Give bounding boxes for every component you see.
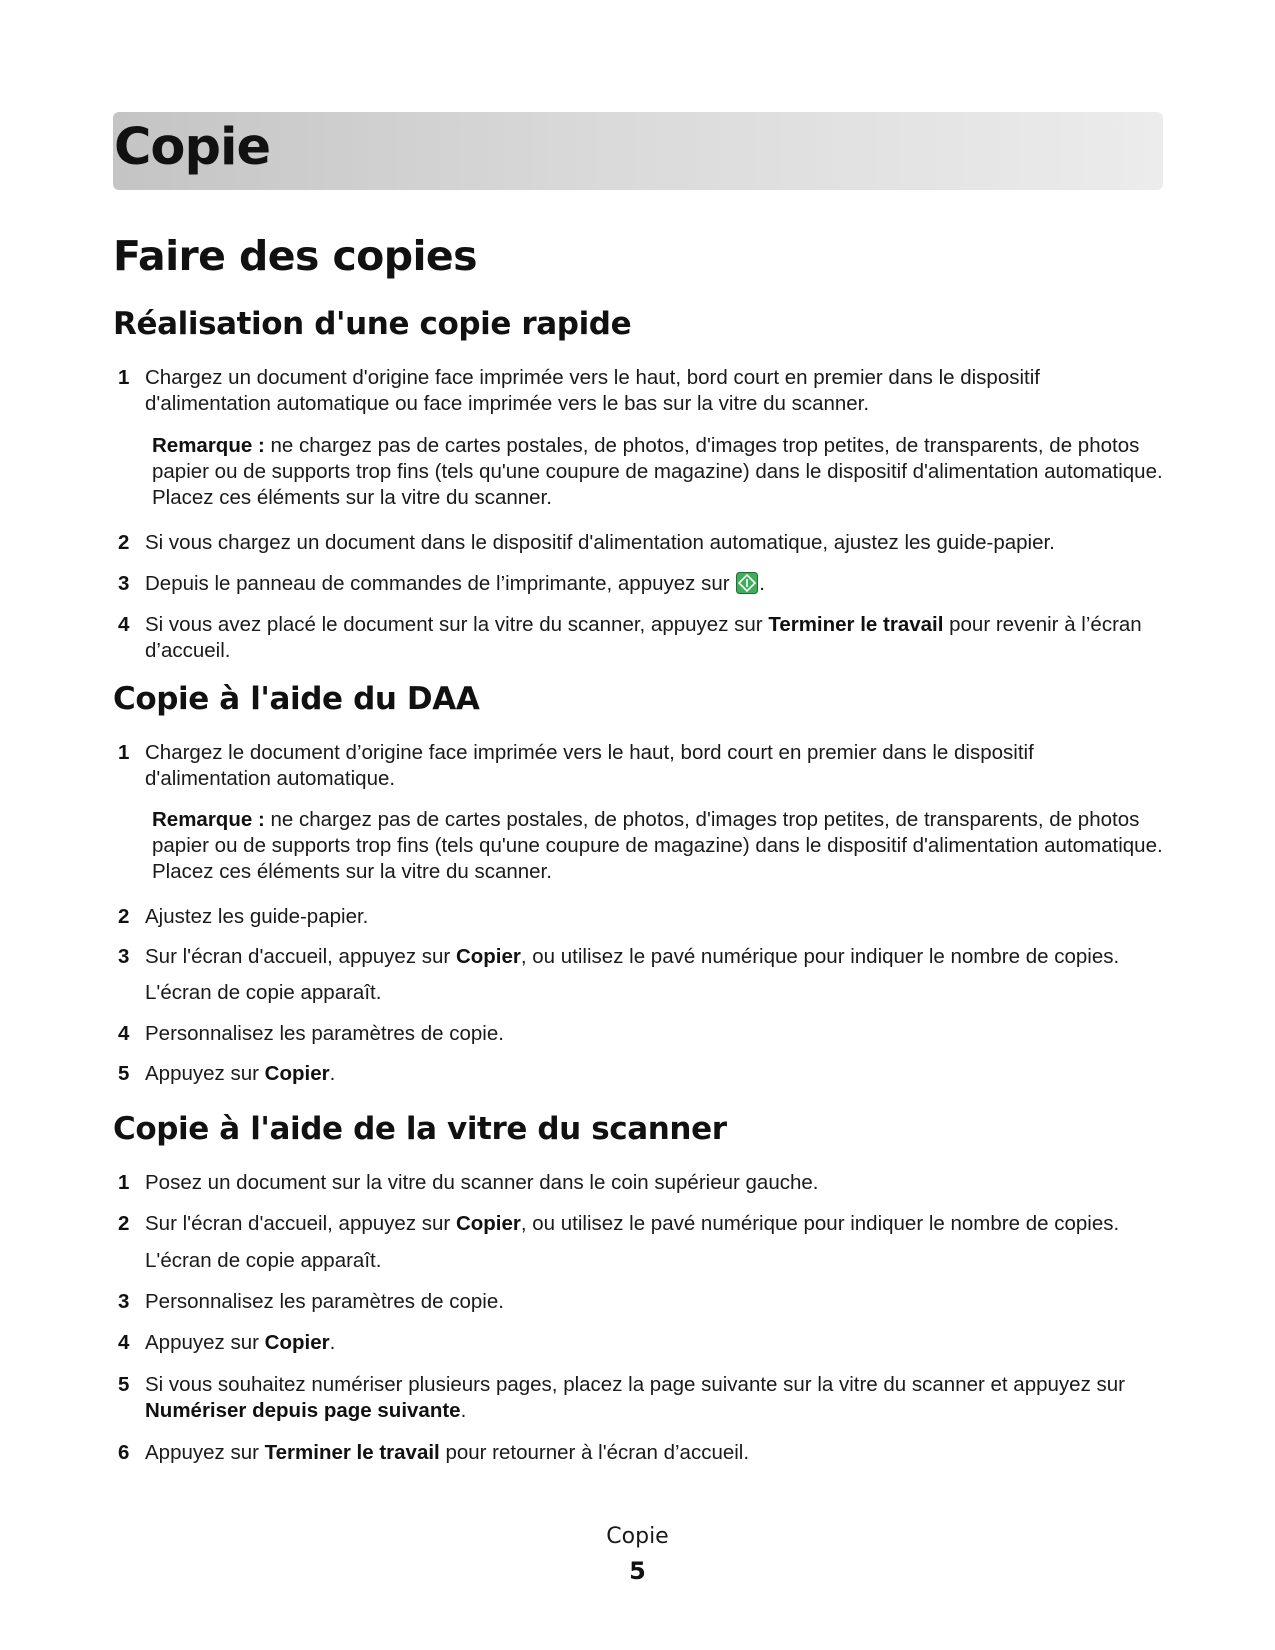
step-number: 3 [118, 1290, 130, 1313]
note-text: ne chargez pas de cartes postales, de photos, d'images trop petites, de transparents, de photos papier ou de supports trop fins (tels qu'une coupure de magazine) dans le dispositif d'alimentation automatique. Placez ces éléments sur la vitre du scanner. [152, 808, 1163, 883]
note-label: Remarque : [152, 434, 265, 457]
step-number: 6 [118, 1441, 130, 1464]
step-text: Sur l'écran d'accueil, appuyez sur Copier, ou utilisez le pavé numérique pour indiquer le nombre de copies. [145, 1212, 1120, 1235]
adf-copy-screen-text: L'écran de copie apparaît. [145, 981, 382, 1004]
section-title: Faire des copies [113, 232, 477, 280]
step-number: 4 [118, 613, 130, 636]
footer-chapter-title: Copie [606, 1524, 669, 1549]
step-number: 3 [118, 945, 130, 968]
step-number: 4 [118, 1331, 130, 1354]
quick-copy-note [152, 433, 1167, 511]
step-text: Si vous avez placé le document sur la vitre du scanner, appuyez sur Terminer le travail pour revenir à l’écran d’accueil. [145, 613, 1142, 662]
glass-copy-screen-text: L'écran de copie apparaît. [145, 1249, 382, 1272]
step-text: Si vous chargez un document dans le dispositif d'alimentation automatique, ajustez les guide-papier. [145, 531, 1055, 554]
step-text: Appuyez sur Copier. [145, 1062, 336, 1085]
step-number: 4 [118, 1022, 130, 1045]
step-text: Si vous souhaitez numériser plusieurs pages, placez la page suivante sur la vitre du scanner et appuyez sur Numériser depuis page suivante. [145, 1373, 1125, 1422]
adf-copy-note [152, 807, 1167, 885]
subsection-title-adf-copy: Copie à l'aide du DAA [113, 681, 480, 717]
step-number: 1 [118, 1171, 130, 1194]
page-number: 5 [629, 1557, 646, 1585]
subsection-title-glass-copy: Copie à l'aide de la vitre du scanner [113, 1111, 727, 1147]
step-number: 2 [118, 1212, 130, 1235]
step-number: 2 [118, 905, 130, 928]
step-text: Appuyez sur Terminer le travail pour retourner à l'écran d’accueil. [145, 1441, 750, 1464]
step-number: 1 [118, 741, 130, 764]
step-text: Sur l'écran d'accueil, appuyez sur Copier, ou utilisez le pavé numérique pour indiquer le nombre de copies. [145, 945, 1120, 968]
note-text: ne chargez pas de cartes postales, de photos, d'images trop petites, de transparents, de photos papier ou de supports trop fins (tels qu'une coupure de magazine) dans le dispositif d'alimentation automatique. Placez ces éléments sur la vitre du scanner. [152, 434, 1163, 509]
step-number: 2 [118, 531, 130, 554]
step-text: Personnalisez les paramètres de copie. [145, 1022, 504, 1045]
step-text: Posez un document sur la vitre du scanner dans le coin supérieur gauche. [145, 1171, 819, 1194]
step-number: 5 [118, 1373, 130, 1396]
step-text: Chargez un document d'origine face imprimée vers le haut, bord court en premier dans le dispositif d'alimentation automatique ou face imprimée vers le bas sur la vitre du scanner. [145, 366, 1040, 415]
step-text: Ajustez les guide-papier. [145, 905, 369, 928]
subsection-title-quick-copy: Réalisation d'une copie rapide [113, 306, 632, 342]
note-label: Remarque : [152, 808, 265, 831]
step-text: Appuyez sur Copier. [145, 1331, 336, 1354]
step-number: 1 [118, 366, 130, 389]
chapter-header-bar [113, 112, 1163, 190]
step-number: 3 [118, 572, 130, 595]
chapter-title: Copie [114, 118, 271, 177]
start-button-icon [736, 572, 758, 594]
step-text: Personnalisez les paramètres de copie. [145, 1290, 504, 1313]
step-text: Chargez le document d’origine face imprimée vers le haut, bord court en premier dans le dispositif d'alimentation automatique. [145, 741, 1034, 790]
step-number: 5 [118, 1062, 130, 1085]
step-text: Depuis le panneau de commandes de l’imprimante, appuyez sur . [145, 572, 765, 595]
